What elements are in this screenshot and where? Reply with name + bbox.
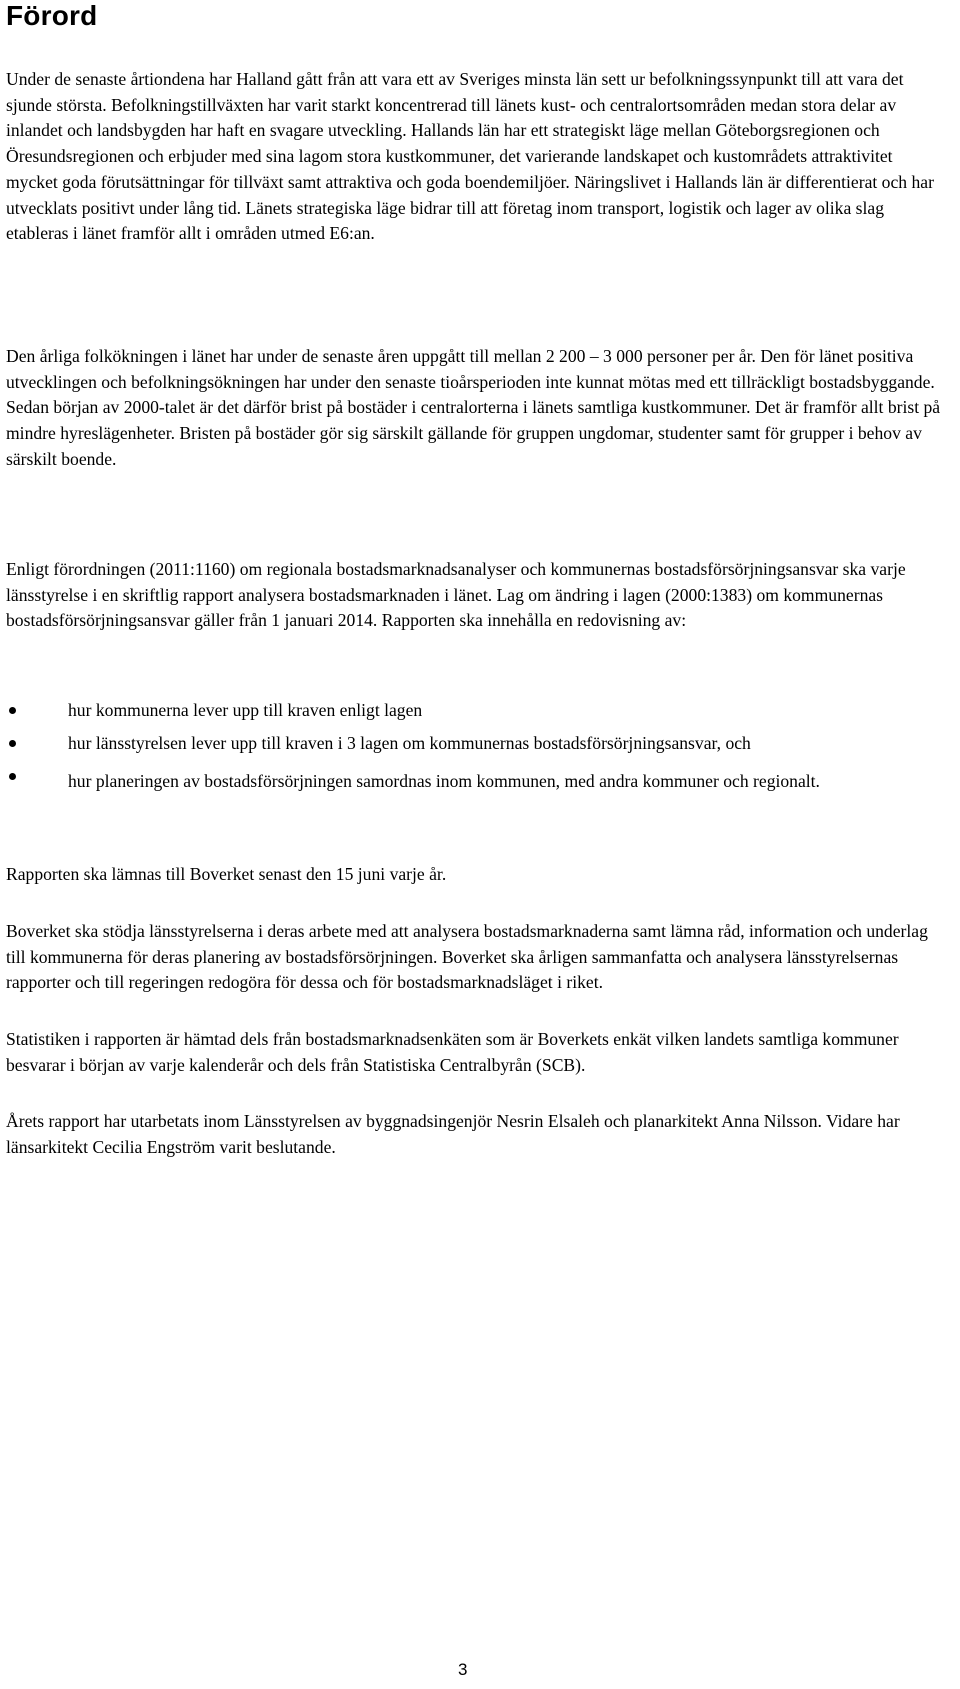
bullet-icon: [9, 773, 16, 780]
paragraph-boverket: Boverket ska stödja länsstyrelserna i deras arbete med att analysera bostadsmarknaderna samt lämna råd, information och underlag till kommunerna för deras planering av bostadsförsörjningen. Boverket ska årligen sammanfatta och analysera länsstyrelsernas rapporter och till regeringen redogöra för dessa och för bostadsmarknadsläget i riket.: [6, 921, 928, 993]
list-item: [0, 694, 948, 727]
paragraph-deadline: Rapporten ska lämnas till Boverket senast den 15 juni varje år.: [6, 864, 447, 884]
requirements-list: [0, 694, 960, 802]
bullet-icon: [9, 740, 16, 747]
list-item: [0, 727, 948, 760]
paragraph-regulation: Enligt förordningen (2011:1160) om regionala bostadsmarknadsanalyser och kommunernas bostadsförsörjningsansvar ska varje länsstyrelse i en skriftlig rapport analysera bostadsmarknaden i länet. Lag om ändring i lagen (2000:1383) om kommunernas bostadsförsörjningsansvar gäller från 1 januari 2014. Rapporten ska innehålla en redovisning av:: [6, 559, 906, 631]
paragraph-authors: Årets rapport har utarbetats inom Länsstyrelsen av byggnadsingenjör Nesrin Elsaleh och planarkitekt Anna Nilsson. Vidare har länsarkitekt Cecilia Engström varit beslutande.: [6, 1111, 900, 1157]
page-number: 3: [458, 1660, 468, 1679]
list-item: [0, 760, 948, 802]
list-item-text: hur planeringen av bostadsförsörjningen samordnas inom kommunen, med andra kommuner och regionalt.: [68, 771, 820, 791]
page-title: Förord: [6, 0, 98, 31]
paragraph-intro: Under de senaste årtiondena har Halland gått från att vara ett av Sveriges minsta län sett ur befolkningssynpunkt till att vara det sjunde största. Befolkningstillväxten har varit starkt koncentrerad till länets kust- och centralortsområden medan stora delar av inlandet och landsbygden har haft en svagare utveckling. Hallands län har ett strategiskt läge mellan Göteborgsregionen och Öresundsregionen och erbjuder med sina lagom stora kustkommuner, det varierande landskapet och kustområdets attraktivitet mycket goda förutsättningar för tillväxt samt attraktiva och goda boendemiljöer. Näringslivet i Hallands län är differentierat och har utvecklats positivt under lång tid. Länets strategiska läge bidrar till att företag inom transport, logistik och lager av olika slag etableras i länet framför allt i områden utmed E6:an.: [6, 69, 934, 244]
list-item-text: hur kommunerna lever upp till kraven enligt lagen: [68, 700, 423, 720]
list-item-text: hur länsstyrelsen lever upp till kraven i 3 lagen om kommunernas bostadsförsörjningsansvar, och: [68, 733, 751, 753]
paragraph-statistics: Statistiken i rapporten är hämtad dels från bostadsmarknadsenkäten som är Boverkets enkät vilken landets samtliga kommuner besvarar i början av varje kalenderår och dels från Statistiska Centralbyrån (SCB).: [6, 1029, 899, 1075]
bullet-icon: [9, 707, 16, 714]
paragraph-population: Den årliga folkökningen i länet har under de senaste åren uppgått till mellan 2 200 – 3 000 personer per år. Den för länet positiva utvecklingen och befolkningsökningen har under den senaste tioårsperioden inte kunnat mötas med ett tillräckligt bostadsbyggande. Sedan början av 2000-talet är det därför brist på bostäder i centralorterna i länets samtliga kustkommuner. Det är framför allt brist på mindre hyreslägenheter. Bristen på bostäder gör sig särskilt gällande för gruppen ungdomar, studenter samt för grupper i behov av särskilt boende.: [6, 346, 941, 469]
